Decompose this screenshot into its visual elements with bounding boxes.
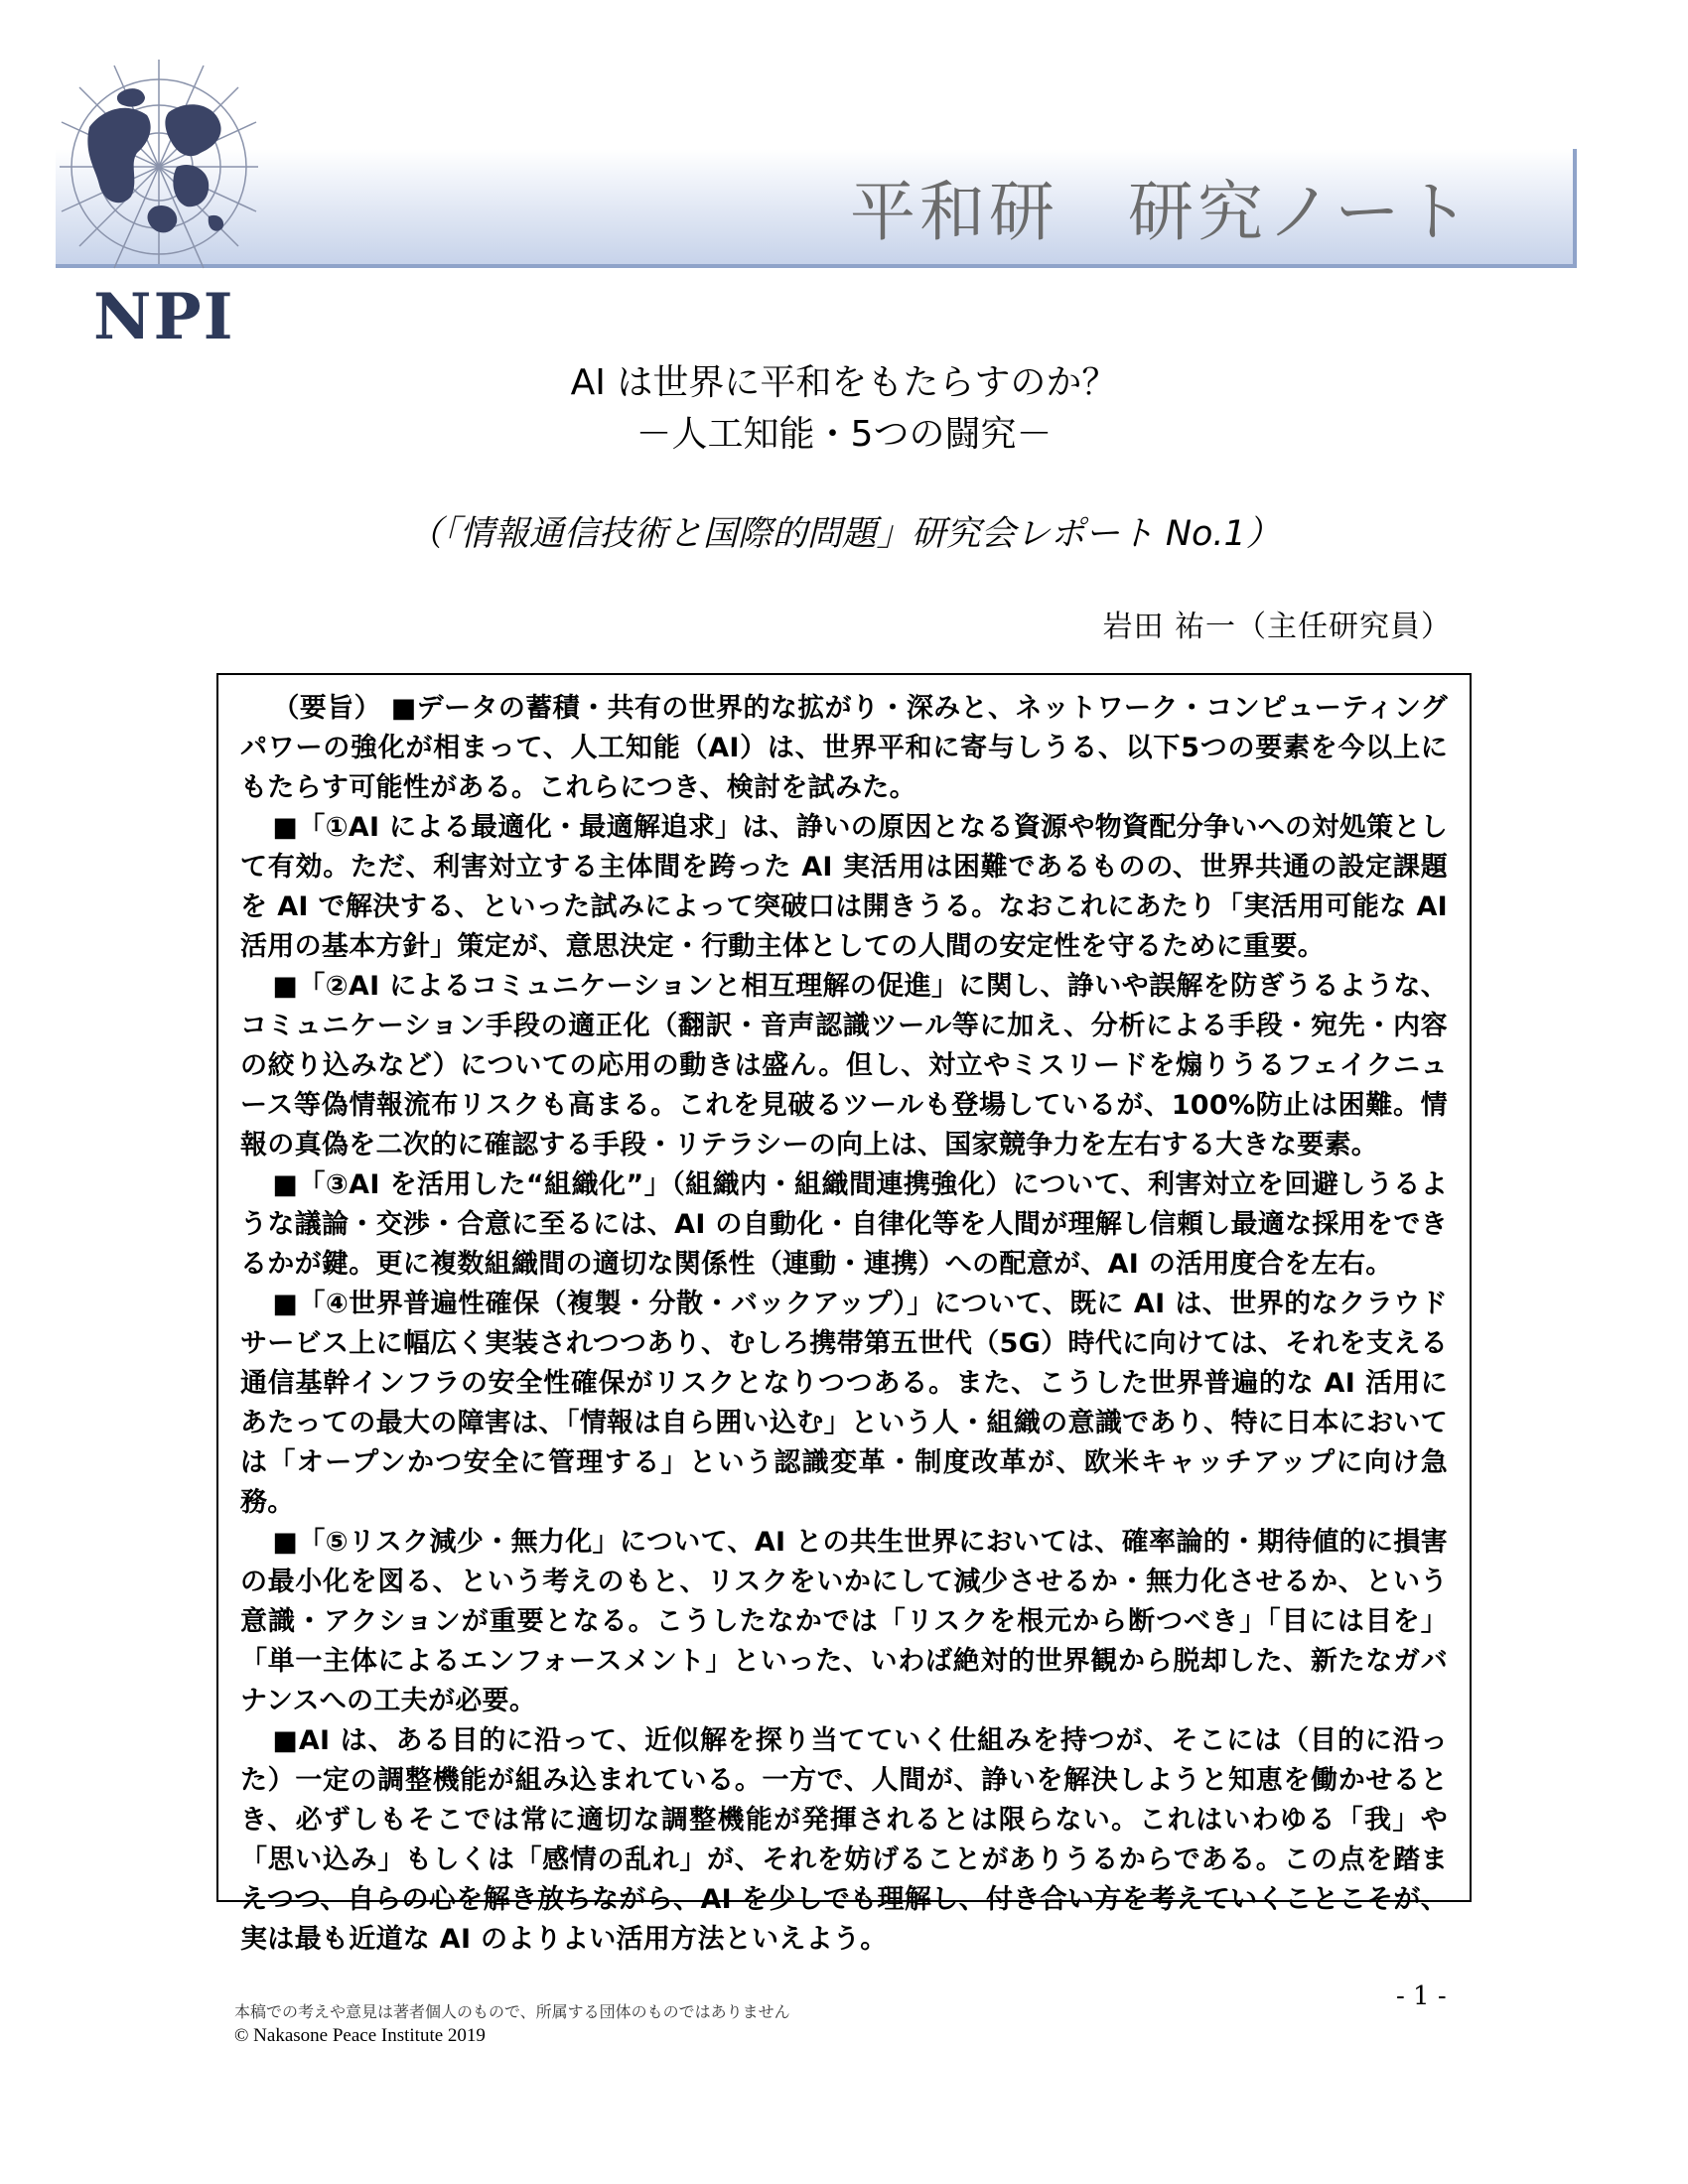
page-number: - 1 -: [1396, 1981, 1447, 2011]
globe-map-logo-icon: [60, 58, 258, 266]
report-series-line: （「情報通信技術と国際的問題」研究会レポート No.1）: [407, 514, 1281, 554]
summary-paragraph: ■「②AI によるコミュニケーションと相互理解の促進」に関し、諍いや誤解を防ぎうるような、コミュニケーション手段の適正化（翻訳・音声認識ツール等に加え、分析による手段・宛先・内容の絞り込みなど）についての応用の動きは盛ん。但し、対立やミスリードを煽りうるフェイクニュース等偽情報流布リスクも高まる。これを見破るツールも登場しているが、100%防止は困難。情報の真偽を二次的に確認する手段・リテラシーの向上は、国家競争力を左右する大きな要素。: [240, 971, 1448, 1160]
footer-copyright: © Nakasone Peace Institute 2019: [234, 2025, 486, 2046]
summary-paragraph: ■「③AI を活用した“組織化”」（組織内・組織間連携強化）について、利害対立を回避しうるような議論・交渉・合意に至るには、AI の自動化・自律化等を人間が理解し信頼し最適な採用をできるかが鍵。更に複数組織間の適切な関係性（連動・連携）への配意が、AI の活用度合を左右。: [240, 1169, 1448, 1280]
summary-paragraph: ■「④世界普遍性確保（複製・分散・バックアップ）」について、既に AI は、世界的なクラウドサービス上に幅広く実装されつつあり、むしろ携帯第五世代（5G）時代に向けては、それを支える通信基幹インフラの安全性確保がリスクとなりつつある。また、こうした世界普遍的な AI 活用にあたっての最大の障害は、「情報は自ら囲い込む」という人・組織の意識であり、特に日本においては「オープンかつ安全に管理する」という認識変革・制度改革が、欧米キャッチアップに向け急務。: [240, 1289, 1448, 1518]
author-line: 岩田 祐一（主任研究員）: [1102, 610, 1452, 644]
summary-box: [216, 673, 1472, 1955]
document-subtitle: －人工知能・5つの闘究－: [635, 414, 1053, 455]
summary-paragraph: ■「①AI による最適化・最適解追求」は、諍いの原因となる資源や物資配分争いへの対処策として有効。ただ、利害対立する主体間を跨った AI 実活用は困難であるものの、世界共通の設定課題を AI で解決する、といった試みによって突破口は開きうる。なおこれにあたり「実活用可能な AI 活用の基本方針」策定が、意思決定・行動主体としての人間の安定性を守るために重要。: [240, 812, 1448, 962]
npi-logo-text: NPI: [93, 280, 235, 354]
summary-paragraph: ■AI は、ある目的に沿って、近似解を探り当てていく仕組みを持つが、そこには（目的に沿った）一定の調整機能が組み込まれている。一方で、人間が、諍いを解決しようと知恵を働かせるとき、必ずしもそこでは常に適切な調整機能が発揮されるとは限らない。これはいわゆる「我」や「思い込み」もしくは「感情の乱れ」が、それを妨げることがありうるからである。この点を踏まえつつ、自らの心を解き放ちながら、AI を少しでも理解し、付き合い方を考えていくことこそが、実は最も近道な AI のよりよい活用方法といえよう。: [240, 1725, 1448, 1955]
document-title: AI は世界に平和をもたらすのか？: [570, 362, 1118, 403]
header-title: 平和研 研究ノート: [850, 174, 1475, 250]
footer-disclaimer: 本稿での考えや意見は著者個人のもので、所属する団体のものではありません: [234, 2002, 790, 2021]
summary-paragraph: ■「⑤リスク減少・無力化」について、AI との共生世界においては、確率論的・期待値的に損害の最小化を図る、という考えのもと、リスクをいかにして減少させるか・無力化させるか、という意識・アクションが重要となる。こうしたなかでは「リスクを根元から断つべき」「目には目を」「単一主体によるエンフォースメント」といった、いわば絶対的世界観から脱却した、新たなガバナンスへの工夫が必要。: [240, 1527, 1448, 1716]
summary-paragraph: （要旨） ■データの蓄積・共有の世界的な拡がり・深みと、ネットワーク・コンピューティングパワーの強化が相まって、人工知能（AI）は、世界平和に寄与しうる、以下5つの要素を今以上にもたらす可能性がある。これらにつき、検討を試みた。: [240, 693, 1448, 803]
